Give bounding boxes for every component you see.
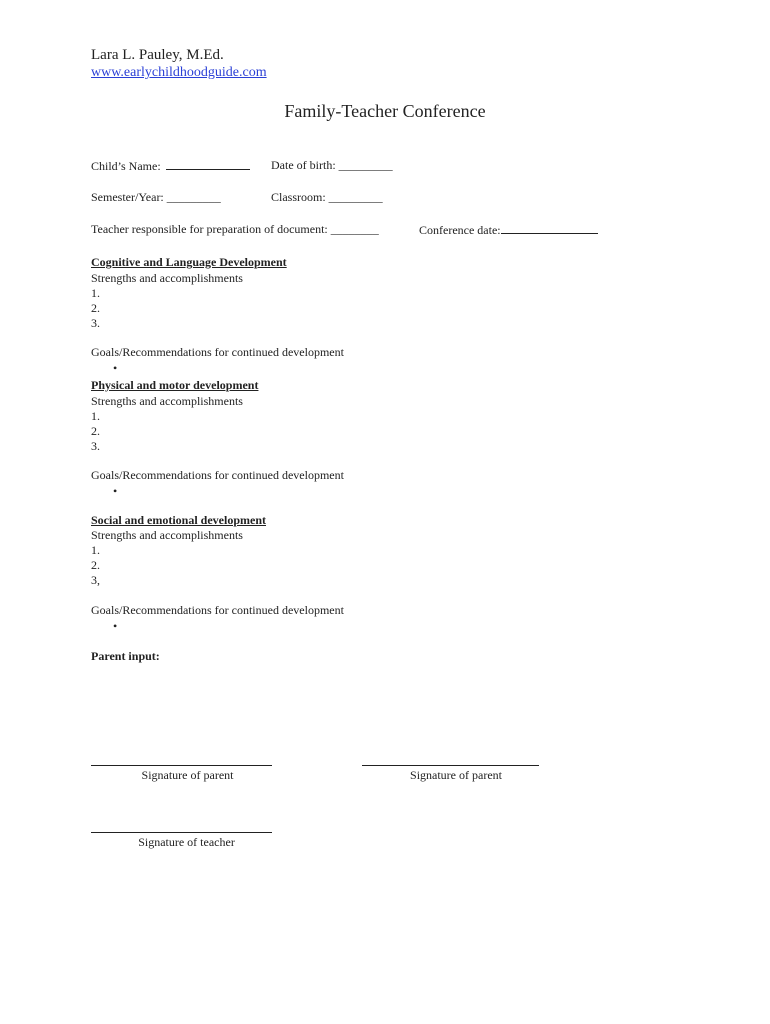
bullet-point: •: [113, 361, 118, 375]
list-item: 1.: [91, 286, 100, 300]
child-name-label: Child’s Name:: [91, 159, 161, 173]
semester-label: Semester/Year:: [91, 190, 164, 204]
conference-date-line: [501, 222, 598, 234]
semester-field: [91, 190, 221, 205]
date-of-birth-blank: _________: [338, 158, 393, 172]
bullet-point: •: [113, 619, 118, 633]
parent-input-label: Parent input:: [91, 649, 160, 663]
parent-signature-label-2: Signature of parent: [410, 768, 502, 782]
semester-blank: _________: [166, 190, 221, 204]
list-item: 2.: [91, 424, 100, 438]
child-name-line: [166, 158, 250, 170]
author-name: Lara L. Pauley, M.Ed.: [91, 47, 224, 63]
page-title: Family-Teacher Conference: [284, 101, 486, 121]
list-item: 1.: [91, 409, 100, 423]
parent-signature-label-1: Signature of parent: [141, 768, 234, 782]
conference-date-label: Conference date:: [419, 223, 501, 237]
goals-label: Goals/Recommendations for continued development: [91, 345, 344, 359]
list-item: 3.: [91, 316, 100, 330]
list-item: 3.: [91, 439, 100, 453]
bullet-point: •: [113, 484, 118, 498]
parent-signature-line-1: [91, 765, 272, 766]
classroom-label: Classroom:: [271, 190, 326, 204]
date-of-birth-label: Date of birth:: [271, 158, 336, 172]
list-item: 2.: [91, 301, 100, 315]
classroom-field: [271, 190, 383, 205]
strengths-label: Strengths and accomplishments: [91, 394, 243, 408]
teacher-signature-label: Signature of teacher: [138, 835, 235, 849]
conference-date-field: [419, 222, 598, 238]
section-heading: Physical and motor development: [91, 378, 259, 392]
teacher-label: Teacher responsible for preparation of document:: [91, 222, 328, 236]
parent-signature-line-2: [362, 765, 539, 766]
date-of-birth-field: [271, 158, 393, 173]
list-item: 1.: [91, 543, 100, 557]
teacher-blank: ________: [330, 222, 379, 236]
goals-label: Goals/Recommendations for continued development: [91, 603, 344, 617]
teacher-signature-line: [91, 832, 272, 833]
section-heading: Cognitive and Language Development: [91, 255, 287, 269]
teacher-field: [91, 222, 379, 237]
strengths-label: Strengths and accomplishments: [91, 271, 243, 285]
child-name-field: [91, 158, 250, 174]
section-heading: Social and emotional development: [91, 513, 267, 527]
list-item: 3,: [91, 573, 100, 587]
website-link[interactable]: www.earlychildhoodguide.com: [91, 65, 267, 80]
classroom-blank: _________: [328, 190, 383, 204]
goals-label: Goals/Recommendations for continued development: [91, 468, 344, 482]
strengths-label: Strengths and accomplishments: [91, 528, 243, 542]
list-item: 2.: [91, 558, 100, 572]
